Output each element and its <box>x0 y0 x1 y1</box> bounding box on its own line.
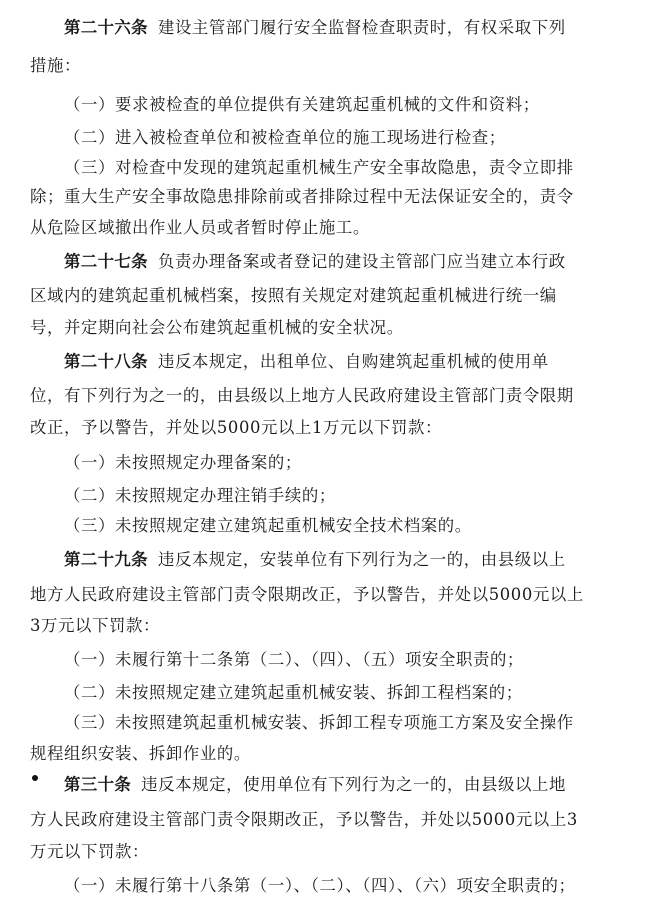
article-26-line-1 <box>64 18 566 38</box>
article-30-line-3: 万元以下罚款： <box>30 842 149 861</box>
article-28-line-3: 改正，予以警告，并处以5000元以上1万元以下罚款： <box>30 418 442 437</box>
article-27-line-1 <box>64 252 566 272</box>
article-29-text-1: 违反本规定，安装单位有下列行为之一的，由县级以上 <box>157 550 566 569</box>
article-29-line-2: 地方人民政府建设主管部门责令限期改正，予以警告，并处以5000元以上 <box>30 585 584 604</box>
article-29-line-1 <box>64 550 566 570</box>
article-26-item-1: （一）要求被检查的单位提供有关建筑起重机械的文件和资料； <box>64 95 540 114</box>
article-27-line-3: 号，并定期向社会公布建筑起重机械的安全状况。 <box>30 318 404 337</box>
article-28-item-1: （一）未按照规定办理备案的； <box>64 453 302 472</box>
article-29-heading: 第二十九条 <box>64 550 148 569</box>
article-26-item-3-line-2: 除；重大生产安全事故隐患排除前或者排除过程中无法保证安全的，责令 <box>30 187 574 206</box>
article-29-line-3: 3万元以下罚款： <box>30 616 160 635</box>
article-28-item-3: （三）未按照规定建立建筑起重机械安全技术档案的。 <box>64 516 472 535</box>
article-28-item-2: （二）未按照规定办理注销手续的； <box>64 486 336 505</box>
scan-dot-mark <box>32 775 38 781</box>
article-28-line-1 <box>64 352 549 372</box>
article-29-item-2: （二）未按照规定建立建筑起重机械安装、拆卸工程档案的； <box>64 683 523 702</box>
article-30-line-1 <box>64 775 566 795</box>
article-26-item-3-line-1: （三）对检查中发现的建筑起重机械生产安全事故隐患，责令立即排 <box>64 158 574 177</box>
article-27-heading: 第二十七条 <box>64 252 148 271</box>
article-29-item-3-line-1: （三）未按照建筑起重机械安装、拆卸工程专项施工方案及安全操作 <box>64 713 574 732</box>
article-26-line-2: 措施： <box>30 56 81 75</box>
article-26-item-3-line-3: 从危险区域撤出作业人员或者暂时停止施工。 <box>30 218 370 237</box>
article-30-text-1: 违反本规定，使用单位有下列行为之一的，由县级以上地 <box>141 775 566 794</box>
article-29-item-3-line-2: 规程组织安装、拆卸作业的。 <box>30 744 251 763</box>
article-26-item-2: （二）进入被检查单位和被检查单位的施工现场进行检查； <box>64 128 506 147</box>
article-28-line-2: 位，有下列行为之一的，由县级以上地方人民政府建设主管部门责令限期 <box>30 386 574 405</box>
article-27-text-1: 负责办理备案或者登记的建设主管部门应当建立本行政 <box>157 252 566 271</box>
article-28-text-1: 违反本规定，出租单位、自购建筑起重机械的使用单 <box>157 352 549 371</box>
article-27-line-2: 区域内的建筑起重机械档案，按照有关规定对建筑起重机械进行统一编 <box>30 286 557 305</box>
article-28-heading: 第二十八条 <box>64 352 148 371</box>
article-30-line-2: 方人民政府建设主管部门责令限期改正，予以警告，并处以5000元以上3 <box>30 810 578 829</box>
article-29-item-1: （一）未履行第十二条第（二）、（四）、（五）项安全职责的； <box>64 650 524 669</box>
article-26-text-1: 建设主管部门履行安全监督检查职责时，有权采取下列 <box>157 18 566 37</box>
article-26-heading: 第二十六条 <box>64 18 148 37</box>
article-30-heading: 第三十条 <box>64 775 132 794</box>
article-30-item-1: （一）未履行第十八条第（一）、（二）、（四）、（六）项安全职责的； <box>64 876 576 895</box>
